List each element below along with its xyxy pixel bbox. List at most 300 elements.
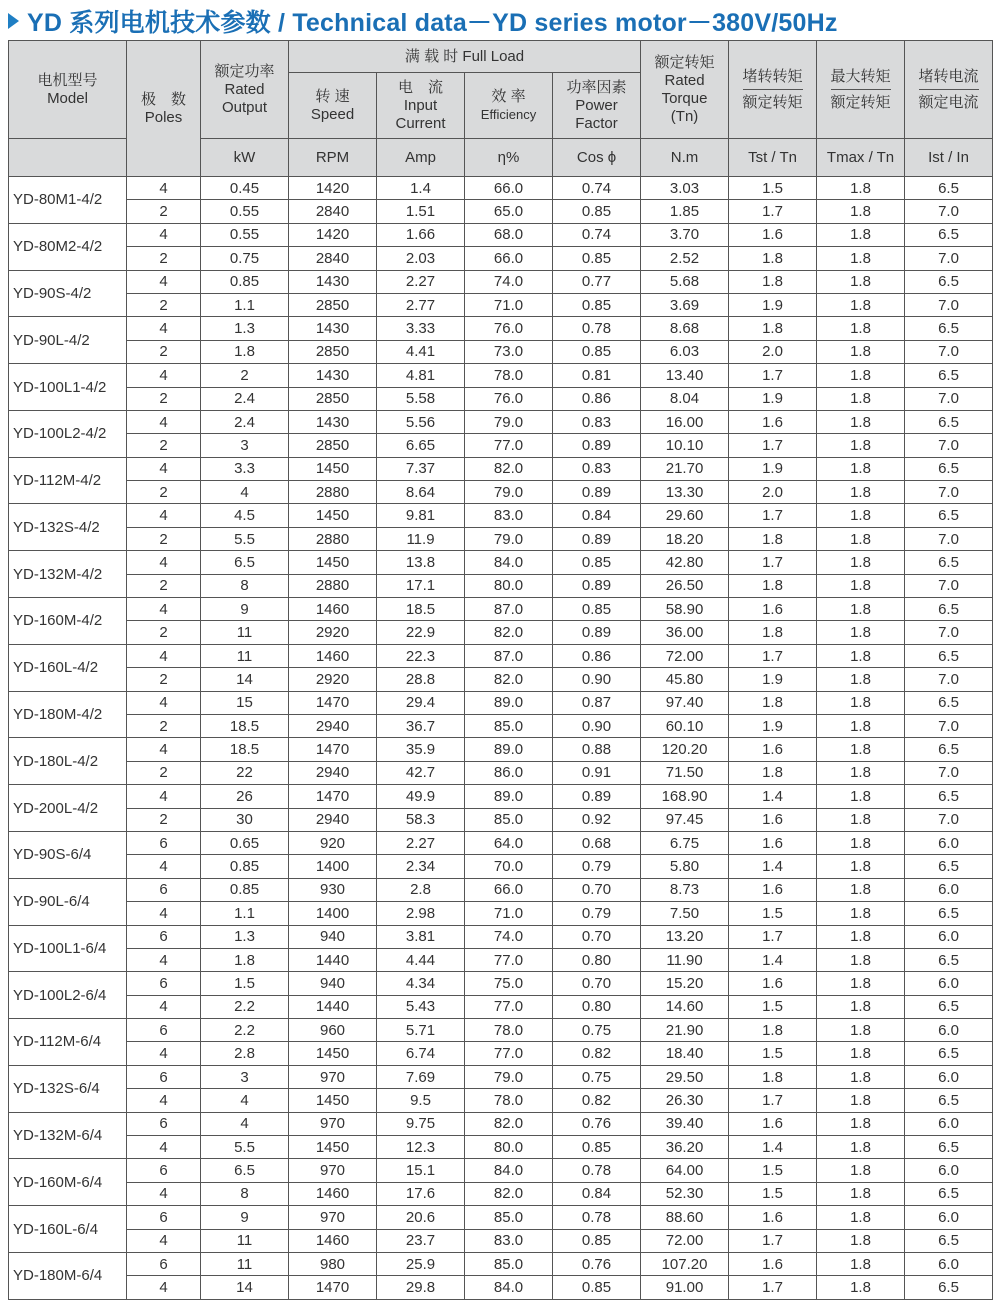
ist-ratio-cell: 7.0 xyxy=(905,387,993,410)
output-cell: 15 xyxy=(201,691,289,714)
current-cell: 1.4 xyxy=(377,177,465,200)
header-current-en1: Input xyxy=(403,96,438,114)
current-cell: 4.34 xyxy=(377,972,465,995)
tmax-ratio-cell: 1.8 xyxy=(817,247,905,270)
current-cell: 2.8 xyxy=(377,878,465,901)
header-poles-cn: 极 数 xyxy=(140,90,186,108)
tmax-ratio-cell: 1.8 xyxy=(817,574,905,597)
header-model-cn: 电机型号 xyxy=(37,71,98,89)
table-row xyxy=(9,1136,993,1159)
speed-cell: 2940 xyxy=(289,714,377,737)
speed-cell: 1470 xyxy=(289,1276,377,1299)
speed-cell: 1450 xyxy=(289,1136,377,1159)
model-cell: YD-132M-6/4 xyxy=(9,1112,127,1159)
power-factor-cell: 0.76 xyxy=(553,1252,641,1275)
table-body xyxy=(9,177,993,1300)
power-factor-cell: 0.79 xyxy=(553,902,641,925)
table-row xyxy=(9,1229,993,1252)
table-row xyxy=(9,551,993,574)
tmax-ratio-cell: 1.8 xyxy=(817,855,905,878)
output-cell: 3 xyxy=(201,434,289,457)
power-factor-cell: 0.78 xyxy=(553,317,641,340)
speed-cell: 2850 xyxy=(289,293,377,316)
speed-cell: 2920 xyxy=(289,621,377,644)
tmax-ratio-cell: 1.8 xyxy=(817,972,905,995)
tmax-ratio-cell: 1.8 xyxy=(817,925,905,948)
efficiency-cell: 66.0 xyxy=(465,177,553,200)
power-factor-cell: 0.82 xyxy=(553,1042,641,1065)
torque-cell: 5.68 xyxy=(641,270,729,293)
table-row xyxy=(9,1065,993,1088)
speed-cell: 2940 xyxy=(289,761,377,784)
current-cell: 2.27 xyxy=(377,270,465,293)
tst-ratio-cell: 2.0 xyxy=(729,340,817,363)
power-factor-cell: 0.85 xyxy=(553,1136,641,1159)
efficiency-cell: 79.0 xyxy=(465,410,553,433)
poles-cell: 2 xyxy=(127,247,201,270)
output-cell: 1.1 xyxy=(201,293,289,316)
torque-cell: 52.30 xyxy=(641,1182,729,1205)
output-cell: 0.55 xyxy=(201,200,289,223)
model-cell: YD-100L2-4/2 xyxy=(9,410,127,457)
current-cell: 3.33 xyxy=(377,317,465,340)
current-cell: 2.77 xyxy=(377,293,465,316)
output-cell: 30 xyxy=(201,808,289,831)
table-row xyxy=(9,481,993,504)
ist-ratio-cell: 6.5 xyxy=(905,1276,993,1299)
speed-cell: 970 xyxy=(289,1159,377,1182)
speed-cell: 970 xyxy=(289,1065,377,1088)
ist-ratio-cell: 6.5 xyxy=(905,410,993,433)
poles-cell: 4 xyxy=(127,1089,201,1112)
ist-ratio-cell: 6.0 xyxy=(905,1112,993,1135)
table-row xyxy=(9,410,993,433)
poles-cell: 4 xyxy=(127,1276,201,1299)
current-cell: 36.7 xyxy=(377,714,465,737)
efficiency-cell: 77.0 xyxy=(465,434,553,457)
ist-ratio-cell: 6.5 xyxy=(905,223,993,246)
efficiency-cell: 80.0 xyxy=(465,574,553,597)
torque-cell: 26.30 xyxy=(641,1089,729,1112)
model-cell: YD-180M-6/4 xyxy=(9,1252,127,1299)
tmax-ratio-cell: 1.8 xyxy=(817,457,905,480)
tmax-ratio-cell: 1.8 xyxy=(817,527,905,550)
model-cell: YD-112M-6/4 xyxy=(9,1019,127,1066)
current-cell: 23.7 xyxy=(377,1229,465,1252)
output-cell: 1.3 xyxy=(201,925,289,948)
power-factor-cell: 0.89 xyxy=(553,434,641,457)
efficiency-cell: 66.0 xyxy=(465,247,553,270)
tmax-ratio-cell: 1.8 xyxy=(817,644,905,667)
efficiency-cell: 87.0 xyxy=(465,644,553,667)
tmax-ratio-cell: 1.8 xyxy=(817,504,905,527)
tst-ratio-cell: 1.6 xyxy=(729,223,817,246)
current-cell: 13.8 xyxy=(377,551,465,574)
model-cell: YD-132S-6/4 xyxy=(9,1065,127,1112)
efficiency-cell: 64.0 xyxy=(465,831,553,854)
speed-cell: 1430 xyxy=(289,270,377,293)
speed-cell: 1450 xyxy=(289,457,377,480)
header-current xyxy=(377,73,465,139)
efficiency-cell: 75.0 xyxy=(465,972,553,995)
tmax-ratio-cell: 1.8 xyxy=(817,340,905,363)
tst-ratio-cell: 1.5 xyxy=(729,902,817,925)
current-cell: 7.69 xyxy=(377,1065,465,1088)
torque-cell: 10.10 xyxy=(641,434,729,457)
output-cell: 0.65 xyxy=(201,831,289,854)
torque-cell: 3.69 xyxy=(641,293,729,316)
tst-ratio-cell: 1.6 xyxy=(729,972,817,995)
poles-cell: 2 xyxy=(127,293,201,316)
table-row xyxy=(9,340,993,363)
ist-ratio-cell: 6.0 xyxy=(905,1252,993,1275)
torque-cell: 3.03 xyxy=(641,177,729,200)
table-row xyxy=(9,177,993,200)
poles-cell: 6 xyxy=(127,1252,201,1275)
torque-cell: 18.20 xyxy=(641,527,729,550)
header-ist xyxy=(905,41,993,139)
torque-cell: 72.00 xyxy=(641,644,729,667)
speed-cell: 1420 xyxy=(289,177,377,200)
current-cell: 18.5 xyxy=(377,598,465,621)
header-efficiency xyxy=(465,73,553,139)
power-factor-cell: 0.92 xyxy=(553,808,641,831)
tmax-ratio-cell: 1.8 xyxy=(817,293,905,316)
model-cell: YD-160L-6/4 xyxy=(9,1206,127,1253)
poles-cell: 4 xyxy=(127,855,201,878)
table-row xyxy=(9,434,993,457)
model-cell: YD-90L-6/4 xyxy=(9,878,127,925)
unit-rpm: RPM xyxy=(289,139,377,177)
output-cell: 2.4 xyxy=(201,387,289,410)
current-cell: 17.1 xyxy=(377,574,465,597)
current-cell: 4.81 xyxy=(377,364,465,387)
efficiency-cell: 86.0 xyxy=(465,761,553,784)
table-row xyxy=(9,691,993,714)
output-cell: 18.5 xyxy=(201,714,289,737)
torque-cell: 5.80 xyxy=(641,855,729,878)
torque-cell: 13.40 xyxy=(641,364,729,387)
tst-ratio-cell: 1.8 xyxy=(729,761,817,784)
header-tmax xyxy=(817,41,905,139)
tmax-ratio-cell: 1.8 xyxy=(817,1206,905,1229)
table-row xyxy=(9,293,993,316)
output-cell: 22 xyxy=(201,761,289,784)
poles-cell: 4 xyxy=(127,457,201,480)
header-tmax-top: 最大转矩 xyxy=(831,68,891,90)
tst-ratio-cell: 1.5 xyxy=(729,995,817,1018)
header-model xyxy=(9,41,127,139)
poles-cell: 6 xyxy=(127,1112,201,1135)
table-row xyxy=(9,878,993,901)
poles-cell: 4 xyxy=(127,270,201,293)
output-cell: 0.55 xyxy=(201,223,289,246)
tst-ratio-cell: 1.7 xyxy=(729,1276,817,1299)
speed-cell: 2920 xyxy=(289,668,377,691)
tmax-ratio-cell: 1.8 xyxy=(817,1089,905,1112)
power-factor-cell: 0.80 xyxy=(553,948,641,971)
table-row xyxy=(9,387,993,410)
speed-cell: 1460 xyxy=(289,1182,377,1205)
tst-ratio-cell: 1.9 xyxy=(729,668,817,691)
poles-cell: 4 xyxy=(127,504,201,527)
current-cell: 29.4 xyxy=(377,691,465,714)
power-factor-cell: 0.86 xyxy=(553,644,641,667)
efficiency-cell: 71.0 xyxy=(465,293,553,316)
tst-ratio-cell: 1.8 xyxy=(729,1065,817,1088)
table-row xyxy=(9,1159,993,1182)
current-cell: 20.6 xyxy=(377,1206,465,1229)
current-cell: 9.81 xyxy=(377,504,465,527)
table-row xyxy=(9,574,993,597)
speed-cell: 1470 xyxy=(289,785,377,808)
tst-ratio-cell: 1.8 xyxy=(729,527,817,550)
current-cell: 49.9 xyxy=(377,785,465,808)
unit-tmax-tn: Tmax / Tn xyxy=(817,139,905,177)
power-factor-cell: 0.91 xyxy=(553,761,641,784)
poles-cell: 2 xyxy=(127,574,201,597)
table-row xyxy=(9,317,993,340)
ist-ratio-cell: 7.0 xyxy=(905,621,993,644)
tmax-ratio-cell: 1.8 xyxy=(817,364,905,387)
efficiency-cell: 73.0 xyxy=(465,340,553,363)
efficiency-cell: 70.0 xyxy=(465,855,553,878)
torque-cell: 2.52 xyxy=(641,247,729,270)
table-row xyxy=(9,598,993,621)
tst-ratio-cell: 1.6 xyxy=(729,598,817,621)
output-cell: 11 xyxy=(201,644,289,667)
torque-cell: 13.30 xyxy=(641,481,729,504)
table-row xyxy=(9,948,993,971)
efficiency-cell: 65.0 xyxy=(465,200,553,223)
output-cell: 11 xyxy=(201,621,289,644)
ist-ratio-cell: 7.0 xyxy=(905,668,993,691)
current-cell: 1.66 xyxy=(377,223,465,246)
output-cell: 3.3 xyxy=(201,457,289,480)
efficiency-cell: 84.0 xyxy=(465,1159,553,1182)
tmax-ratio-cell: 1.8 xyxy=(817,270,905,293)
header-speed xyxy=(289,73,377,139)
output-cell: 0.75 xyxy=(201,247,289,270)
torque-cell: 36.20 xyxy=(641,1136,729,1159)
efficiency-cell: 82.0 xyxy=(465,457,553,480)
power-factor-cell: 0.75 xyxy=(553,1065,641,1088)
model-cell: YD-80M1-4/2 xyxy=(9,177,127,224)
ist-ratio-cell: 7.0 xyxy=(905,293,993,316)
tst-ratio-cell: 1.6 xyxy=(729,738,817,761)
current-cell: 7.37 xyxy=(377,457,465,480)
torque-cell: 88.60 xyxy=(641,1206,729,1229)
output-cell: 4 xyxy=(201,1089,289,1112)
output-cell: 9 xyxy=(201,598,289,621)
tst-ratio-cell: 1.8 xyxy=(729,621,817,644)
tst-ratio-cell: 1.6 xyxy=(729,1206,817,1229)
output-cell: 11 xyxy=(201,1252,289,1275)
output-cell: 5.5 xyxy=(201,527,289,550)
efficiency-cell: 89.0 xyxy=(465,691,553,714)
table-row xyxy=(9,1276,993,1299)
ist-ratio-cell: 7.0 xyxy=(905,808,993,831)
tmax-ratio-cell: 1.8 xyxy=(817,481,905,504)
ist-ratio-cell: 7.0 xyxy=(905,527,993,550)
header-torque xyxy=(641,41,729,139)
speed-cell: 1460 xyxy=(289,1229,377,1252)
current-cell: 3.81 xyxy=(377,925,465,948)
ist-ratio-cell: 7.0 xyxy=(905,574,993,597)
power-factor-cell: 0.78 xyxy=(553,1206,641,1229)
efficiency-cell: 66.0 xyxy=(465,878,553,901)
tmax-ratio-cell: 1.8 xyxy=(817,902,905,925)
power-factor-cell: 0.89 xyxy=(553,481,641,504)
power-factor-cell: 0.83 xyxy=(553,410,641,433)
tst-ratio-cell: 1.7 xyxy=(729,364,817,387)
torque-cell: 13.20 xyxy=(641,925,729,948)
speed-cell: 2840 xyxy=(289,247,377,270)
tmax-ratio-cell: 1.8 xyxy=(817,200,905,223)
unit-nm: N.m xyxy=(641,139,729,177)
ist-ratio-cell: 6.5 xyxy=(905,598,993,621)
torque-cell: 97.45 xyxy=(641,808,729,831)
output-cell: 0.85 xyxy=(201,855,289,878)
table-row xyxy=(9,831,993,854)
efficiency-cell: 77.0 xyxy=(465,1042,553,1065)
table-row xyxy=(9,972,993,995)
torque-cell: 11.90 xyxy=(641,948,729,971)
tst-ratio-cell: 1.7 xyxy=(729,925,817,948)
page-title: YD 系列电机技术参数 / Technical data－YD series motor－380V/50Hz xyxy=(27,9,838,37)
speed-cell: 1460 xyxy=(289,644,377,667)
tmax-ratio-cell: 1.8 xyxy=(817,551,905,574)
speed-cell: 1460 xyxy=(289,598,377,621)
tmax-ratio-cell: 1.8 xyxy=(817,1112,905,1135)
power-factor-cell: 0.90 xyxy=(553,668,641,691)
header-model-unit-cell xyxy=(9,139,127,177)
power-factor-cell: 0.85 xyxy=(553,551,641,574)
speed-cell: 1470 xyxy=(289,738,377,761)
efficiency-cell: 82.0 xyxy=(465,621,553,644)
header-speed-cn: 转 速 xyxy=(315,87,350,105)
speed-cell: 2850 xyxy=(289,340,377,363)
power-factor-cell: 0.85 xyxy=(553,598,641,621)
efficiency-cell: 79.0 xyxy=(465,527,553,550)
output-cell: 1.1 xyxy=(201,902,289,925)
output-cell: 4.5 xyxy=(201,504,289,527)
efficiency-cell: 84.0 xyxy=(465,551,553,574)
poles-cell: 4 xyxy=(127,644,201,667)
poles-cell: 2 xyxy=(127,527,201,550)
ist-ratio-cell: 6.0 xyxy=(905,831,993,854)
speed-cell: 940 xyxy=(289,925,377,948)
poles-cell: 6 xyxy=(127,925,201,948)
tst-ratio-cell: 1.7 xyxy=(729,200,817,223)
tmax-ratio-cell: 1.8 xyxy=(817,223,905,246)
model-cell: YD-112M-4/2 xyxy=(9,457,127,504)
current-cell: 4.41 xyxy=(377,340,465,363)
poles-cell: 4 xyxy=(127,1136,201,1159)
table-row xyxy=(9,1206,993,1229)
output-cell: 6.5 xyxy=(201,551,289,574)
tst-ratio-cell: 1.8 xyxy=(729,1019,817,1042)
power-factor-cell: 0.80 xyxy=(553,995,641,1018)
power-factor-cell: 0.89 xyxy=(553,527,641,550)
current-cell: 1.51 xyxy=(377,200,465,223)
poles-cell: 4 xyxy=(127,785,201,808)
table-row xyxy=(9,527,993,550)
table-row xyxy=(9,504,993,527)
current-cell: 2.03 xyxy=(377,247,465,270)
torque-cell: 1.85 xyxy=(641,200,729,223)
ist-ratio-cell: 6.0 xyxy=(905,1019,993,1042)
poles-cell: 2 xyxy=(127,761,201,784)
current-cell: 58.3 xyxy=(377,808,465,831)
title-bar xyxy=(8,4,838,38)
tmax-ratio-cell: 1.8 xyxy=(817,434,905,457)
speed-cell: 1400 xyxy=(289,855,377,878)
efficiency-cell: 68.0 xyxy=(465,223,553,246)
header-tst xyxy=(729,41,817,139)
ist-ratio-cell: 6.5 xyxy=(905,270,993,293)
current-cell: 15.1 xyxy=(377,1159,465,1182)
power-factor-cell: 0.85 xyxy=(553,247,641,270)
table-row xyxy=(9,925,993,948)
speed-cell: 2850 xyxy=(289,434,377,457)
tmax-ratio-cell: 1.8 xyxy=(817,668,905,691)
efficiency-cell: 85.0 xyxy=(465,1206,553,1229)
torque-cell: 21.70 xyxy=(641,457,729,480)
poles-cell: 6 xyxy=(127,972,201,995)
header-efficiency-en: Efficiency xyxy=(480,106,537,122)
tst-ratio-cell: 1.6 xyxy=(729,878,817,901)
tst-ratio-cell: 1.5 xyxy=(729,1042,817,1065)
header-tst-top: 堵转转矩 xyxy=(743,68,803,90)
efficiency-cell: 82.0 xyxy=(465,668,553,691)
model-cell: YD-80M2-4/2 xyxy=(9,223,127,270)
poles-cell: 4 xyxy=(127,1229,201,1252)
tmax-ratio-cell: 1.8 xyxy=(817,714,905,737)
speed-cell: 2850 xyxy=(289,387,377,410)
power-factor-cell: 0.85 xyxy=(553,1276,641,1299)
tst-ratio-cell: 1.4 xyxy=(729,1136,817,1159)
current-cell: 22.9 xyxy=(377,621,465,644)
table-row xyxy=(9,714,993,737)
tmax-ratio-cell: 1.8 xyxy=(817,621,905,644)
ist-ratio-cell: 6.5 xyxy=(905,177,993,200)
efficiency-cell: 71.0 xyxy=(465,902,553,925)
header-model-en: Model xyxy=(47,89,88,107)
power-factor-cell: 0.74 xyxy=(553,223,641,246)
poles-cell: 2 xyxy=(127,387,201,410)
efficiency-cell: 85.0 xyxy=(465,808,553,831)
model-cell: YD-132M-4/2 xyxy=(9,551,127,598)
header-efficiency-cn: 效 率 xyxy=(491,87,526,105)
table-row xyxy=(9,1019,993,1042)
efficiency-cell: 78.0 xyxy=(465,1019,553,1042)
poles-cell: 4 xyxy=(127,223,201,246)
header-torque-en3: (Tn) xyxy=(670,107,699,125)
ist-ratio-cell: 7.0 xyxy=(905,340,993,363)
ist-ratio-cell: 6.5 xyxy=(905,855,993,878)
ist-ratio-cell: 6.5 xyxy=(905,1089,993,1112)
speed-cell: 1430 xyxy=(289,410,377,433)
poles-cell: 2 xyxy=(127,481,201,504)
ist-ratio-cell: 6.5 xyxy=(905,317,993,340)
speed-cell: 970 xyxy=(289,1112,377,1135)
current-cell: 25.9 xyxy=(377,1252,465,1275)
ist-ratio-cell: 6.5 xyxy=(905,738,993,761)
speed-cell: 940 xyxy=(289,972,377,995)
tst-ratio-cell: 1.8 xyxy=(729,574,817,597)
torque-cell: 42.80 xyxy=(641,551,729,574)
